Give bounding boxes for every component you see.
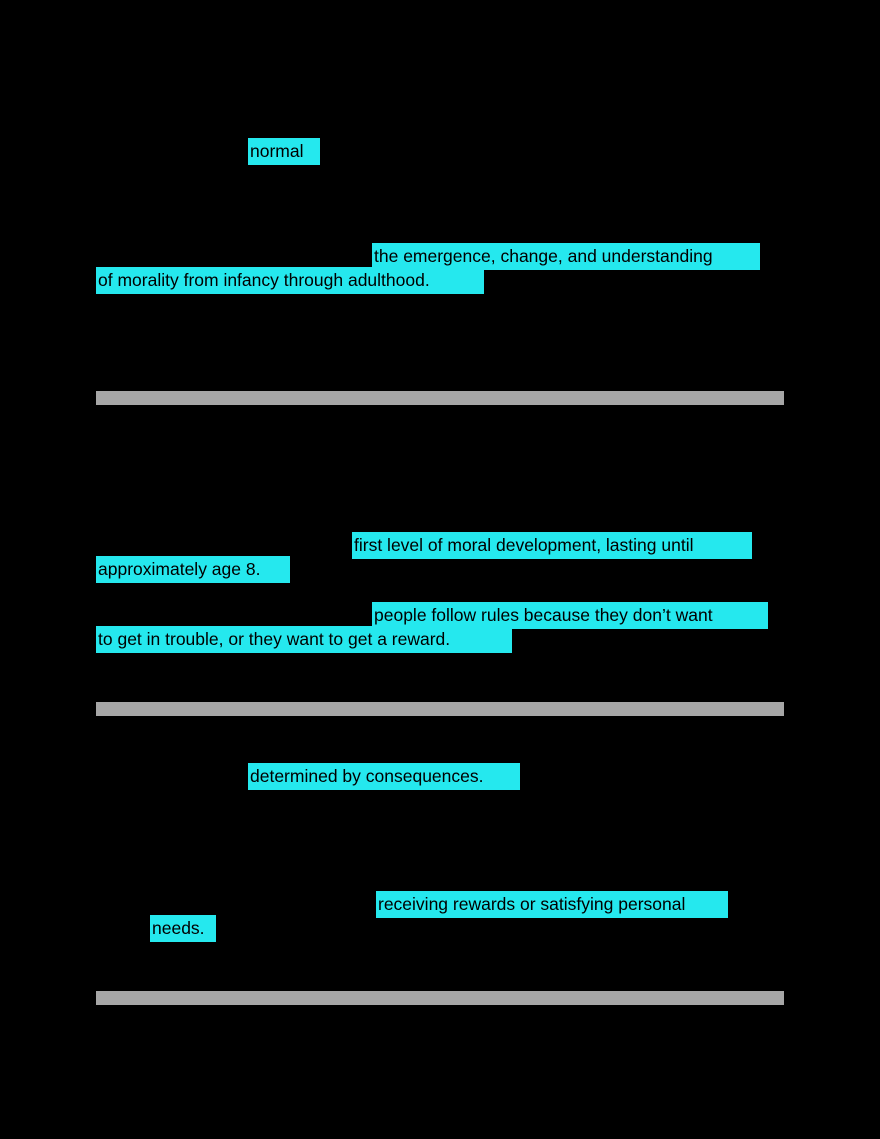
highlight-rules-line-1: people follow rules because they don’t want — [372, 602, 768, 629]
separator-band-2 — [96, 702, 784, 716]
highlight-rewards-line-2: needs. — [150, 915, 216, 942]
highlight-preconventional-line-2: approximately age 8. — [96, 556, 290, 583]
highlight-preconventional-line-1: first level of moral development, lasting until — [352, 532, 752, 559]
highlight-normal: normal — [248, 138, 320, 165]
separator-band-3 — [96, 991, 784, 1005]
highlight-rules-line-2: to get in trouble, or they want to get a reward. — [96, 626, 512, 653]
highlight-rewards-line-1: receiving rewards or satisfying personal — [376, 891, 728, 918]
highlight-moral-development-line-1: the emergence, change, and understanding — [372, 243, 760, 270]
separator-band-1 — [96, 391, 784, 405]
highlight-moral-development-line-2: of morality from infancy through adulthood. — [96, 267, 484, 294]
highlight-consequences: determined by consequences. — [248, 763, 520, 790]
